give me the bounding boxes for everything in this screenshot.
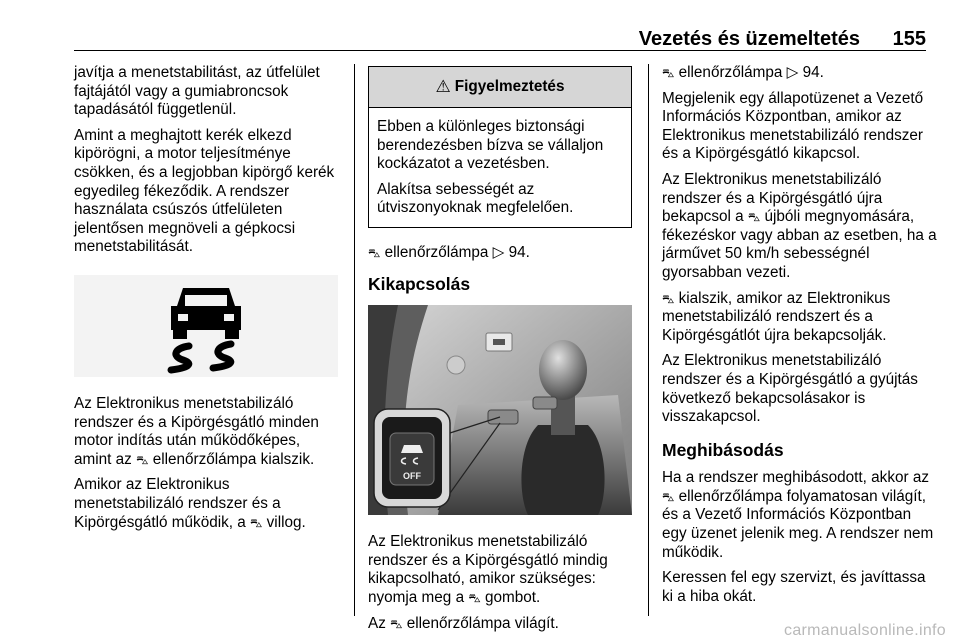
paragraph: Az Elektronikus menetstabilizáló rendszer és a Kipörgésgátló minden motor indítás után működőképes, amint az ⛍ ellenőrzőlámpa kialszik. (74, 394, 319, 468)
warning-header: ⚠ Figyelmeztetés (369, 67, 631, 108)
column-divider (354, 64, 355, 616)
page-ref-arrow-icon: ▷ (492, 243, 505, 261)
warning-text: Alakítsa sebességét az útviszonyoknak megfelelően. (377, 180, 574, 217)
page-number: 155 (892, 28, 926, 50)
paragraph: Megjelenik egy állapotüzenet a Vezető Információs Központban, amikor az Elektronikus menetstabilizáló rendszer és a Kipörgésgátló kikapcsol. (662, 89, 924, 163)
page-header (74, 22, 926, 51)
paragraph: Az Elektronikus menetstabilizáló rendszer és a Kipörgésgátló a gyújtás következő bekapcsolásakor is visszakapcsol. (662, 352, 918, 426)
esc-warning-lamp-icon: ⛍ (662, 489, 675, 504)
paragraph: Amikor az Elektronikus menetstabilizáló rendszer és a Kipörgésgátló működik, a ⛍ villog. (74, 476, 306, 531)
gear-shifter-illustration (368, 305, 632, 515)
column-divider (648, 64, 649, 616)
esc-off-lamp-icon: ⛍ (662, 66, 675, 80)
paragraph: Az Elektronikus menetstabilizáló rendszer és a Kipörgésgátló újra bekapcsol a ⛍ újbóli megnyomására, fékezéskor vagy abban az esetben, ha a járművet 50 km/h sebességnél gyorsabban vezeti. (662, 170, 937, 281)
paragraph: javítja a menetstabilitást, az útfelület fajtájától vagy a gumiabroncsok tapadásától függetlenül. (74, 64, 320, 119)
warning-triangle-icon: ⚠ (435, 76, 451, 96)
esc-warning-lamp-icon: ⛍ (250, 515, 263, 530)
warning-body (369, 108, 631, 227)
off-button-label: OFF (403, 471, 421, 482)
paragraph: Ha a rendszer meghibásodott, akkor az ⛍ ellenőrzőlámpa folyamatosan világít, és a Vezető Információs Központban egy üzenet jelenik meg. A rendszer nem működik. (662, 469, 934, 561)
section-heading: Meghibásodás (662, 439, 784, 460)
cross-reference: ⛍ ellenőrzőlámpa ▷ 94. (368, 243, 530, 261)
paragraph: ⛍ kialszik, amikor az Elektronikus menetstabilizáló rendszert és a Kipörgésgátlót újra bekapcsolják. (662, 289, 891, 344)
paragraph: Amint a meghajtott kerék elkezd kipörögni, a motor teljesítménye csökken, és a legjobban kipörgő kerék egyedileg fékeződik. A rendszer használata csúszós útfelületen jelentősen megnöveli a gépkocsi menetstabilitását. (74, 126, 335, 256)
esc-off-lamp-icon: ⛍ (468, 590, 481, 605)
column-1 (74, 64, 340, 539)
column-3 (662, 64, 937, 613)
section-heading: Kikapcsolás (368, 273, 471, 294)
page-ref-arrow-icon: ▷ (786, 64, 799, 81)
chapter-title: Vezetés és üzemeltetés (638, 28, 860, 50)
esc-icon-illustration (74, 275, 338, 377)
esc-warning-lamp-icon: ⛍ (368, 245, 381, 260)
esc-off-lamp-icon: ⛍ (662, 291, 675, 306)
watermark: carmanualsonline.info (784, 622, 946, 639)
warning-box (368, 66, 632, 228)
center-console-photo (368, 305, 632, 515)
paragraph: Az ⛍ ellenőrzőlámpa világít. (368, 614, 559, 632)
paragraph: Keressen fel egy szervizt, és javíttassa ki a hiba okát. (662, 569, 926, 605)
esc-warning-lamp-icon: ⛍ (136, 452, 149, 467)
cross-reference: ⛍ ellenőrzőlámpa ▷ 94. (662, 64, 824, 81)
paragraph: Az Elektronikus menetstabilizáló rendszer és a Kipörgésgátló mindig kikapcsolható, amikor szükséges: nyomja meg a ⛍ gombot. (368, 533, 608, 606)
warning-text: Ebben a különleges biztonsági berendezésben bízva se vállaljon kockázatot a vezetésben. (377, 118, 604, 173)
esc-off-lamp-icon: ⛍ (390, 616, 403, 631)
esc-off-lamp-icon: ⛍ (747, 210, 761, 225)
esc-warning-lamp-icon (161, 278, 251, 374)
column-2 (368, 64, 634, 640)
